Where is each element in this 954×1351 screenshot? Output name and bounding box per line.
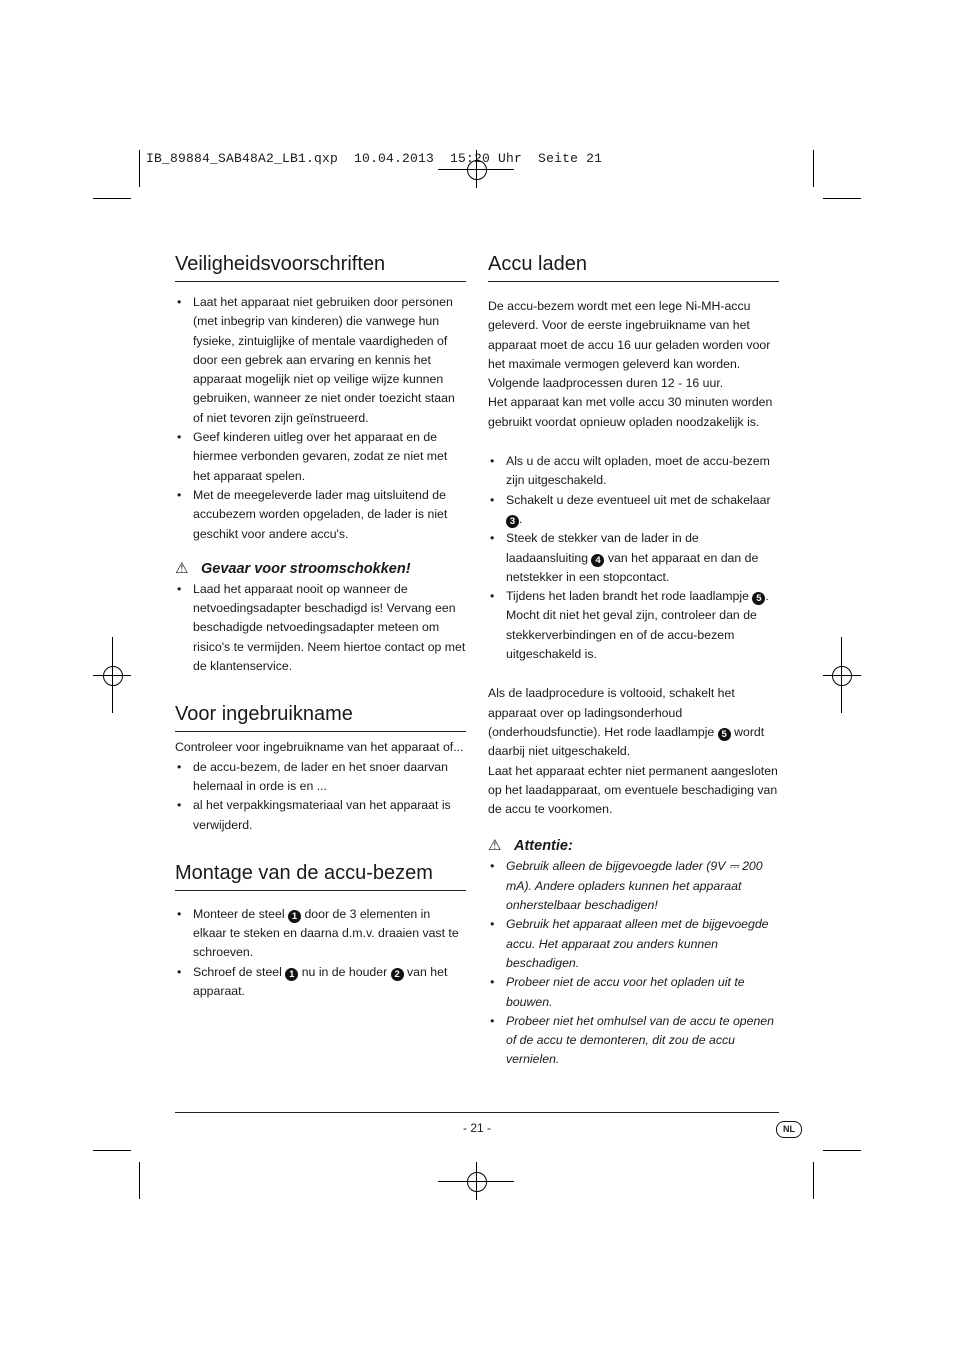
ref-number: 1 <box>288 910 301 923</box>
list-item: • Laat het apparaat niet gebruiken door personen (met inbegrip van kinderen) die vanwege hun fysieke, zintuiglijke of mentale vaardigheden of door een gebrek aan ervaring en kennis het apparaat mogelijk niet op veilige wijze kunnen gebruiken, wanneer ze niet onder toezicht staan of niet tevoren zijn geïnstrueerd. <box>175 293 466 428</box>
list-item: • Gebruik het apparaat alleen met de bijgevoegde accu. Het apparaat zou anders kunnen beschadigen. <box>488 915 779 973</box>
list-item: • Laad het apparaat nooit op wanneer de netvoedingsadapter beschadigd is! Vervang een beschadigde netvoedingsadapter meteen om risico's te vermijden. Neem hiertoe contact op met de klantenservice. <box>175 580 466 676</box>
warning-list <box>175 580 466 676</box>
list-item <box>175 905 466 963</box>
ref-number: 1 <box>285 968 298 981</box>
list-item: • Met de meegeleverde lader mag uitsluitend de accubezem worden opgeladen, de lader is niet geschikt voor andere accu's. <box>175 486 466 544</box>
list-item: • Probeer niet het omhulsel van de accu te openen of de accu te demonteren, dit zou de accu vernielen. <box>488 1012 779 1070</box>
text: Als de laadprocedure is voltooid, schakelt het apparaat over op ladingsonderhoud (onderhoudsfunctie). Het rode laadlampje <box>488 686 735 739</box>
text: . Mocht dit niet het geval zijn, controleer dan de stekkerverbindingen en of de accu-bezem uitgeschakeld is. <box>506 589 769 662</box>
ref-number: 3 <box>506 515 519 528</box>
text: Tijdens het laden brandt het rode laadlampje <box>506 589 749 604</box>
list-item: • de accu-bezem, de lader en het snoer daarvan helemaal in orde is en ... <box>175 758 466 797</box>
first-use-list <box>175 758 466 835</box>
attention-heading <box>488 835 779 857</box>
charging-intro-3: Het apparaat kan met volle accu 30 minuten worden gebruikt voordat opnieuw opladen noodzakelijk is. <box>488 395 773 429</box>
list-item <box>175 963 466 1002</box>
page-number: - 21 - <box>462 1121 491 1135</box>
assembly-section <box>175 859 466 1001</box>
list-item: • Probeer niet de accu voor het opladen uit te bouwen. <box>488 973 779 1012</box>
warning-triangle-icon: ⚠ <box>175 559 189 577</box>
list-item <box>488 587 779 664</box>
charging-intro-2: Volgende laadprocessen duren 12 - 16 uur. <box>488 376 724 391</box>
assembly-title: Montage van de accu-bezem <box>175 859 466 891</box>
text: wordt daarbij niet uitgeschakeld. <box>488 724 765 759</box>
attention-list <box>488 857 779 1069</box>
charging-title: Accu laden <box>488 250 779 282</box>
list-item: • al het verpakkingsmateriaal van het apparaat is verwijderd. <box>175 796 466 835</box>
safety-list <box>175 293 466 544</box>
text: nu in de houder <box>301 964 388 979</box>
text: Schakelt u deze eventueel uit met de schakelaar <box>506 492 771 507</box>
list-item <box>488 529 779 587</box>
charging-done <box>488 684 779 761</box>
warning-heading <box>175 558 466 580</box>
charging-steps <box>488 452 779 664</box>
right-column <box>488 250 779 1070</box>
ref-number: 5 <box>752 592 765 605</box>
warning-triangle-icon: ⚠ <box>488 837 502 855</box>
text: van het apparaat en dan de netstekker in een stopcontact. <box>506 550 759 584</box>
first-use-section <box>175 700 466 834</box>
text: Monteer de steel <box>193 906 285 921</box>
ref-number: 5 <box>718 728 731 741</box>
text: door de 3 elementen in elkaar te steken en daarna d.m.v. draaien vast te schroeven. <box>193 906 459 960</box>
text: . <box>519 511 523 526</box>
first-use-title: Voor ingebruikname <box>175 700 466 732</box>
attention-title: Attentie: <box>514 838 573 855</box>
warning-title: Gevaar voor stroomschokken! <box>201 560 411 577</box>
list-item: • Als u de accu wilt opladen, moet de accu-bezem zijn uitgeschakeld. <box>488 452 779 491</box>
ref-number: 4 <box>591 554 604 567</box>
text: Steek de stekker van de lader in de laadaansluiting <box>506 531 699 565</box>
language-badge: NL <box>776 1121 802 1138</box>
list-item <box>488 491 779 530</box>
safety-title: Veiligheidsvoorschriften <box>175 250 466 282</box>
first-use-intro: Controleer voor ingebruikname van het apparaat of... <box>175 740 464 755</box>
print-slug: IB_89884_SAB48A2_LB1.qxp 10.04.2013 15:20 Uhr Seite 21 <box>146 151 603 166</box>
list-item: • Geef kinderen uitleg over het apparaat en de hiermee verbonden gevaren, zodat ze niet met het apparaat spelen. <box>175 428 466 486</box>
text: van het apparaat. <box>193 964 448 999</box>
left-column <box>175 250 466 1023</box>
text: Schroef de steel <box>193 964 282 979</box>
charging-done-2: Laat het apparaat echter niet permanent aangesloten op het laadapparaat, om eventuele beschadiging van de accu te voorkomen. <box>488 763 778 817</box>
ref-number: 2 <box>391 968 404 981</box>
footer-divider <box>175 1112 779 1113</box>
safety-section <box>175 250 466 676</box>
assembly-list <box>175 905 466 1001</box>
charging-intro: De accu-bezem wordt met een lege Ni-MH-accu geleverd. Voor de eerste ingebruikname van het apparaat moet de accu 16 uur geladen worden voor het maximale vermogen geleverd kan worden. <box>488 299 771 371</box>
list-item: • Gebruik alleen de bijgevoegde lader (9V ⎓ 200 mA). Andere opladers kunnen het apparaat onherstelbaar beschadigen! <box>488 857 779 915</box>
